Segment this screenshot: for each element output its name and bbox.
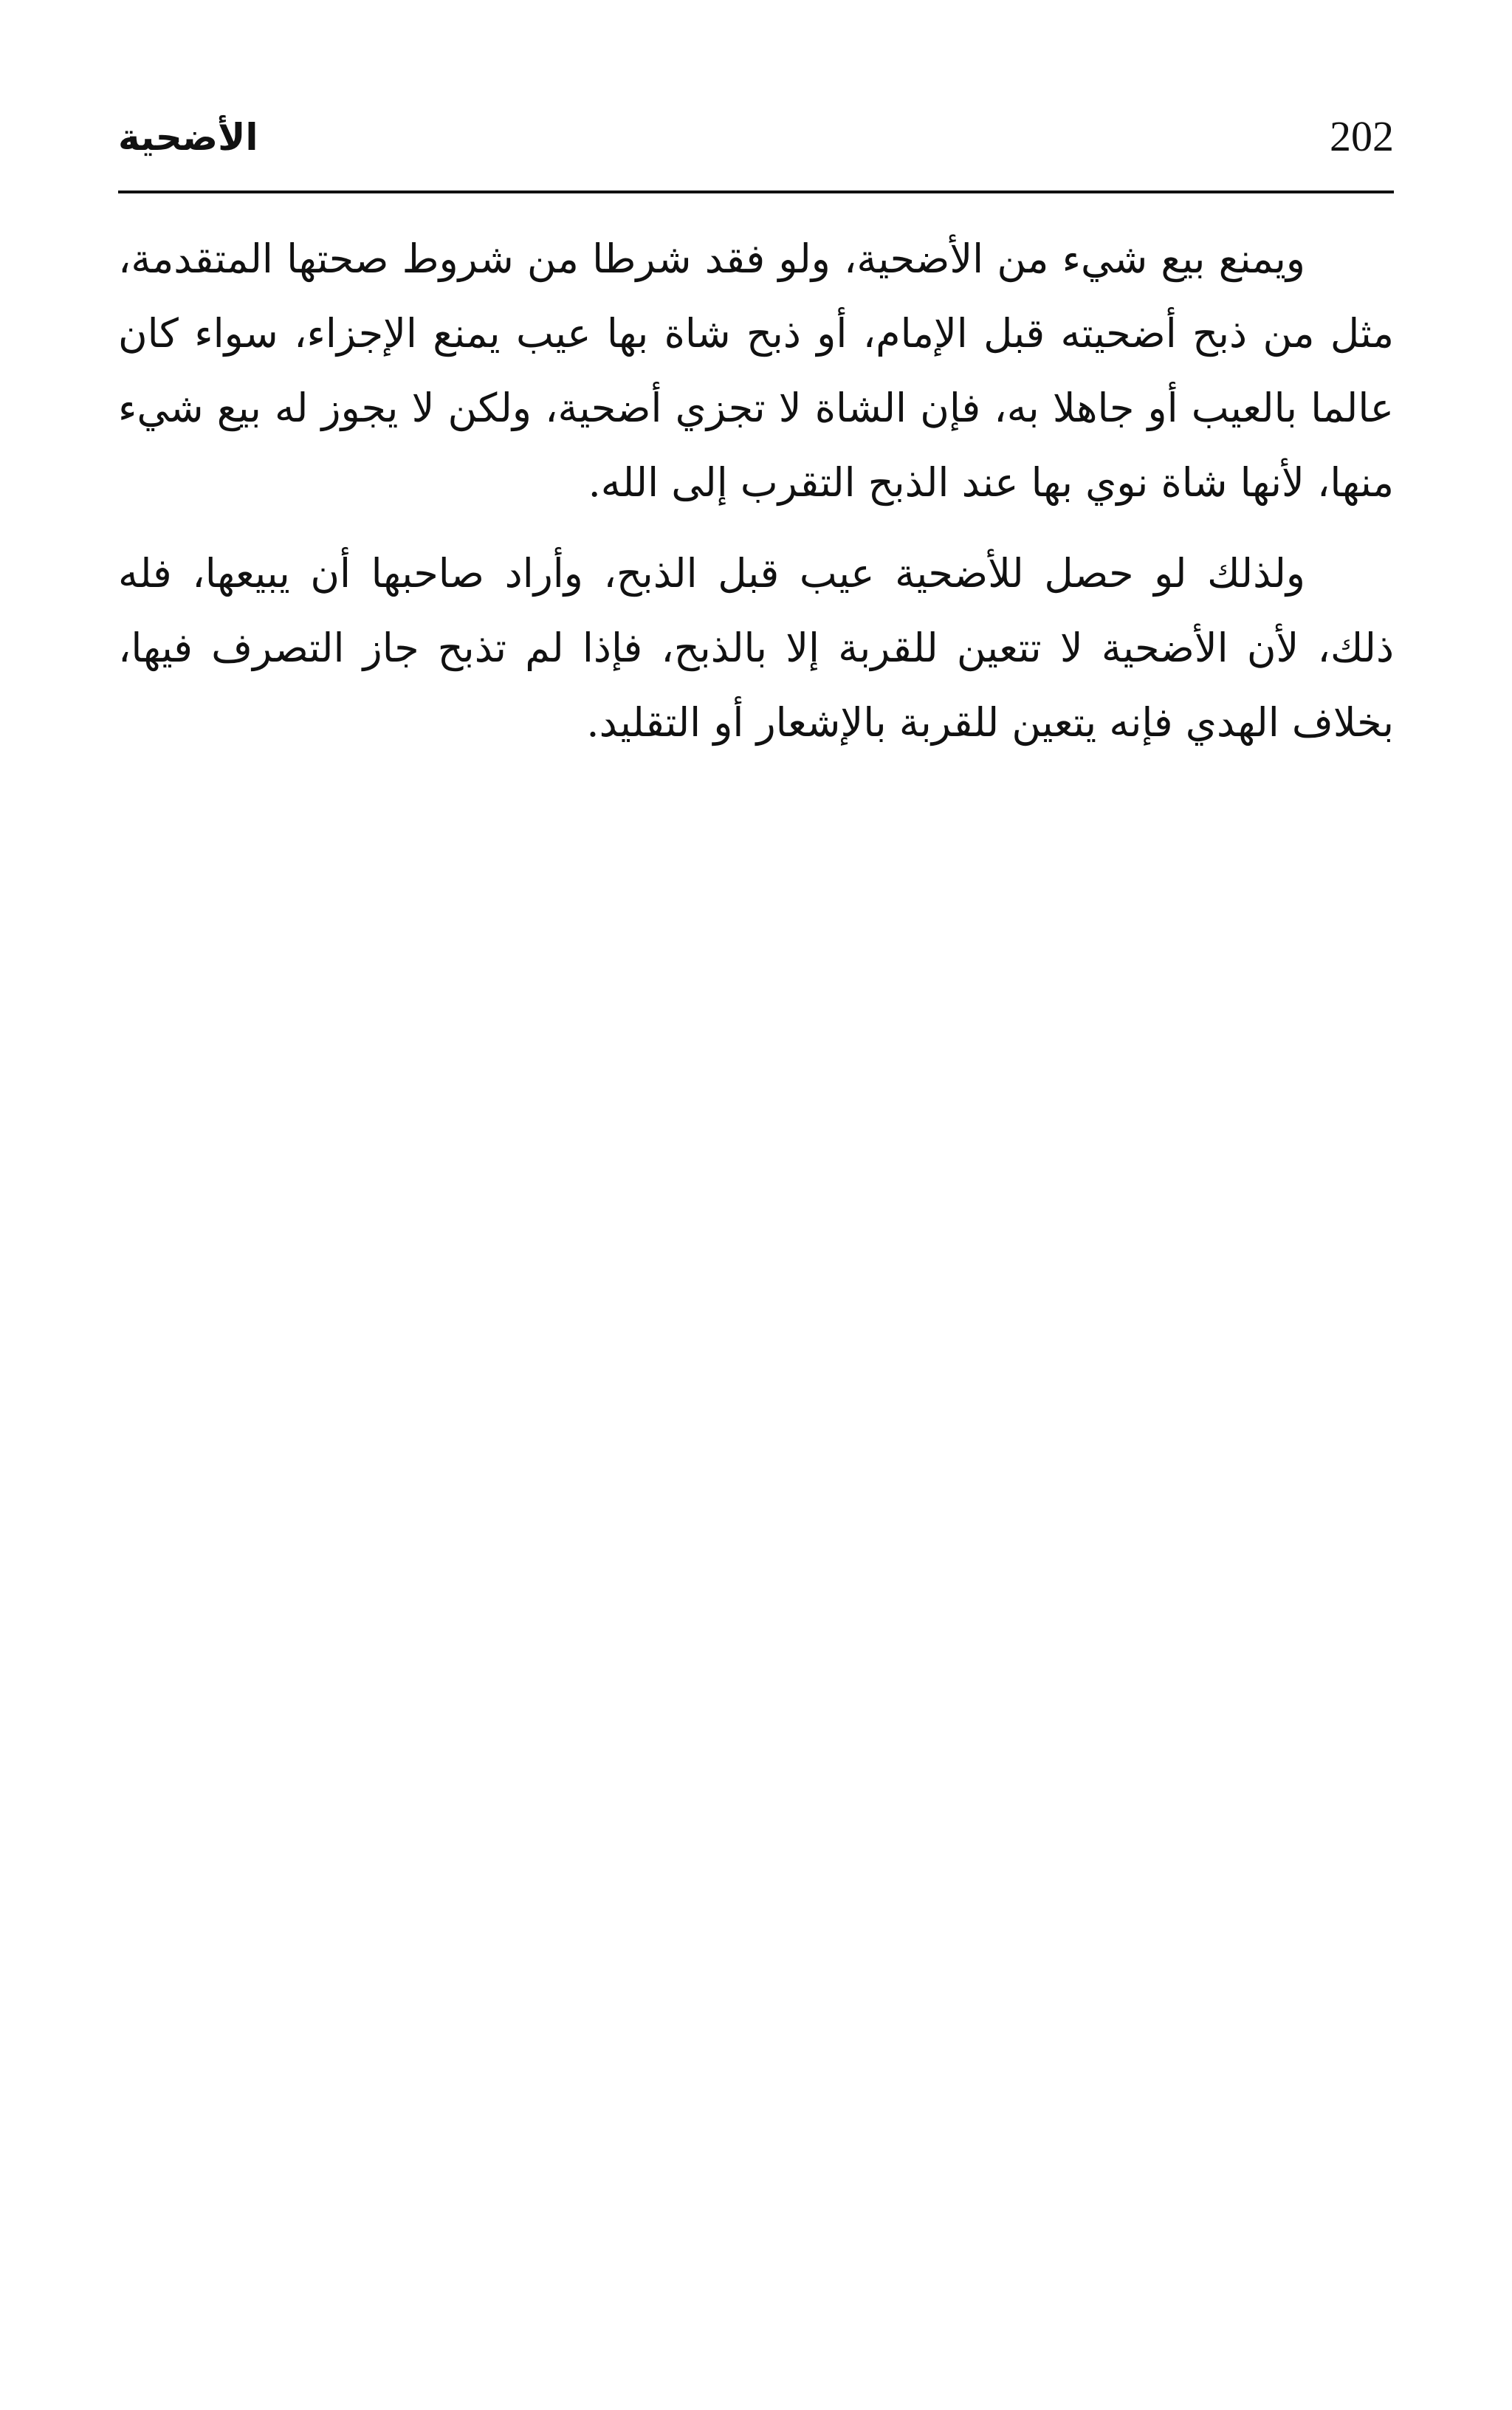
running-title: الأضحية xyxy=(118,116,258,159)
page-header xyxy=(118,111,1394,177)
paragraph-1: ويمنع بيع شيء من الأضحية، ولو فقد شرطا من شروط صحتها المتقدمة، مثل من ذبح أضحيته قبل الإمام، أو ذبح شاة بها عيب يمنع الإجزاء، سواء كان عالما بالعيب أو جاهلا به، فإن الشاة لا تجزي أضحية، ولكن لا يجوز له بيع شيء منها، لأنها شاة نوي بها عند الذبح التقرب إلى الله. xyxy=(118,236,1394,506)
paragraph-2: ولذلك لو حصل للأضحية عيب قبل الذبح، وأراد صاحبها أن يبيعها، فله ذلك، لأن الأضحية لا تتعين للقربة إلا بالذبح، فإذا لم تذبح جاز التصرف فيها، بخلاف الهدي فإنه يتعين للقربة بالإشعار أو التقليد. xyxy=(118,550,1394,746)
page-number: 202 xyxy=(1330,112,1394,160)
header-divider xyxy=(118,190,1394,193)
body-text xyxy=(118,222,1394,760)
